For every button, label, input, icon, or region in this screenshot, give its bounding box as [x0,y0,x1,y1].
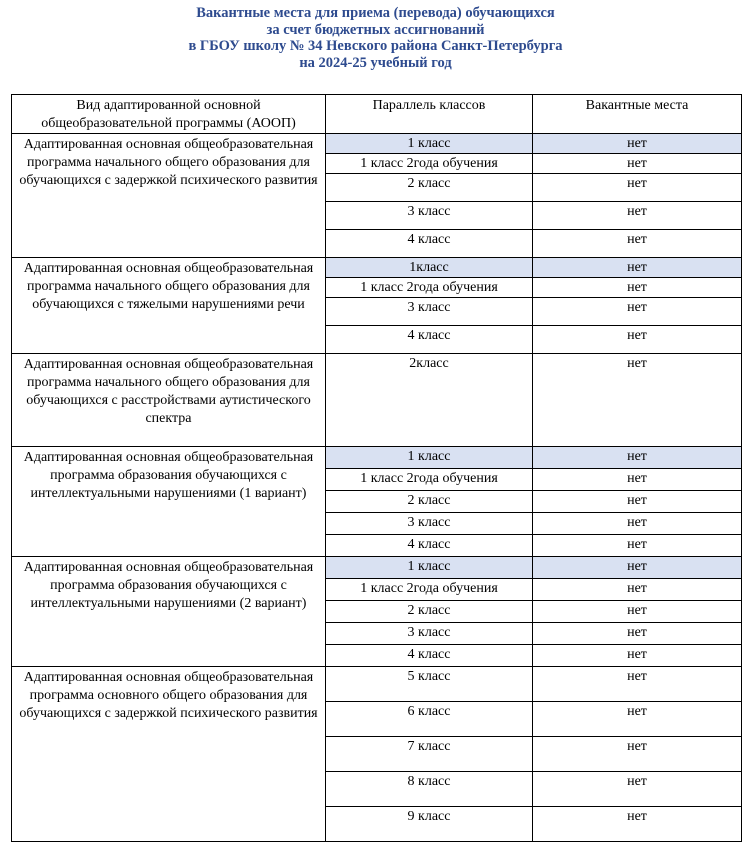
vacancies-cell: нет [533,667,742,702]
vacancies-cell: нет [533,601,742,623]
page-title [0,5,751,71]
grade-cell: 4 класс [326,645,533,667]
vacancies-cell: нет [533,513,742,535]
grade-cell: 2 класс [326,601,533,623]
title-line: Вакантные места для приема (перевода) обучающихся [196,5,555,21]
vacancies-cell: нет [533,772,742,807]
grade-cell: 1 класс 2года обучения [326,469,533,491]
grade-cell: 3 класс [326,513,533,535]
grade-cell: 2 класс [326,174,533,202]
vacancies-cell: нет [533,447,742,469]
vacancies-cell: нет [533,491,742,513]
grade-cell: 7 класс [326,737,533,772]
program-cell: Адаптированная основная общеобразовательная программа образования обучающихся с интеллектуальными нарушениями (2 вариант) [12,557,326,667]
vacancies-cell: нет [533,258,742,278]
title-line: в ГБОУ школу № 34 Невского района Санкт-Петербурга [188,38,563,54]
vacancies-table [11,94,742,842]
title-line: за счет бюджетных ассигнований [266,21,485,38]
vacancies-cell: нет [533,469,742,491]
grade-cell: 8 класс [326,772,533,807]
title-line: на 2024-25 учебный год [299,54,452,71]
vacancies-cell: нет [533,202,742,230]
grade-cell: 5 класс [326,667,533,702]
grade-cell: 3 класс [326,623,533,645]
grade-cell: 1 класс 2года обучения [326,154,533,174]
grade-cell: 1 класс [326,557,533,579]
table-row [12,557,742,579]
grade-cell: 1 класс [326,447,533,469]
vacancies-cell: нет [533,154,742,174]
grade-cell: 1 класс 2года обучения [326,579,533,601]
vacancies-cell: нет [533,737,742,772]
grade-cell: 3 класс [326,202,533,230]
grade-cell: 4 класс [326,230,533,258]
vacancies-cell: нет [533,807,742,842]
table-row [12,134,742,154]
program-cell: Адаптированная основная общеобразовательная программа начального общего образования для обучающихся с тяжелыми нарушениями речи [12,258,326,354]
program-cell: Адаптированная основная общеобразовательная программа начального общего образования для обучающихся с расстройствами аутистического спектра [12,354,326,447]
grade-cell: 3 класс [326,298,533,326]
vacancies-cell: нет [533,645,742,667]
vacancies-cell: нет [533,174,742,202]
vacancies-cell: нет [533,702,742,737]
table-header-row [12,95,742,134]
vacancies-cell: нет [533,230,742,258]
grade-cell: 1 класс 2года обучения [326,278,533,298]
vacancies-cell: нет [533,354,742,447]
grade-cell: 2класс [326,354,533,447]
table-row [12,354,742,447]
grade-cell: 1класс [326,258,533,278]
vacancies-table-body [12,95,742,842]
header-grade: Параллель классов [326,95,533,134]
table-row [12,447,742,469]
program-cell: Адаптированная основная общеобразовательная программа начального общего образования для обучающихся с задержкой психического развития [12,134,326,258]
vacancies-cell: нет [533,278,742,298]
vacancies-cell: нет [533,557,742,579]
grade-cell: 2 класс [326,491,533,513]
grade-cell: 1 класс [326,134,533,154]
table-row [12,667,742,702]
grade-cell: 4 класс [326,535,533,557]
header-vacancies: Вакантные места [533,95,742,134]
grade-cell: 6 класс [326,702,533,737]
vacancies-cell: нет [533,134,742,154]
grade-cell: 4 класс [326,326,533,354]
table-row [12,258,742,278]
vacancies-cell: нет [533,623,742,645]
vacancies-cell: нет [533,326,742,354]
program-cell: Адаптированная основная общеобразовательная программа основного общего образования для обучающихся с задержкой психического развития [12,667,326,842]
grade-cell: 9 класс [326,807,533,842]
program-cell: Адаптированная основная общеобразовательная программа образования обучающихся с интеллектуальными нарушениями (1 вариант) [12,447,326,557]
vacancies-cell: нет [533,298,742,326]
vacancies-cell: нет [533,535,742,557]
vacancies-cell: нет [533,579,742,601]
header-program: Вид адаптированной основной общеобразовательной программы (АООП) [12,95,326,134]
